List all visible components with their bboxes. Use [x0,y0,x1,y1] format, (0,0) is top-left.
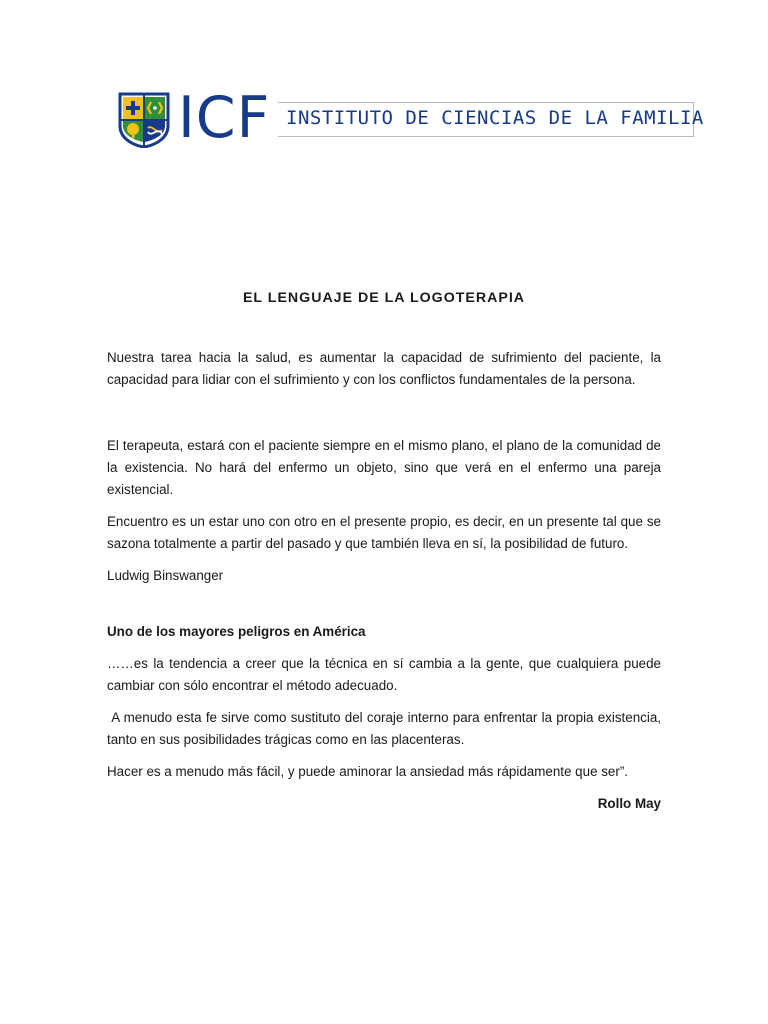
shield-logo-icon [118,92,170,148]
institute-name: INSTITUTO DE CIENCIAS DE LA FAMILIA [286,107,704,129]
section-heading: Uno de los mayores peligros en América [107,624,366,639]
header-rule-bottom [278,136,694,137]
document-body [107,287,665,815]
header-rule-top [278,102,694,103]
author-binswanger: Ludwig Binswanger [107,568,224,583]
quote-paragraph-2: A menudo esta fe sirve como sustituto del coraje interno para enfrentar la propia existencia, tanto en sus posibilidades trágicas como en las placenteras. [107,710,665,747]
document-title: EL LENGUAJE DE LA LOGOTERAPIA [242,290,526,306]
quote-paragraph-3: Hacer es a menudo más fácil, y puede aminorar la ansiedad más rápidamente que ser”. [107,764,629,779]
author-rollo-may: Rollo May [597,796,661,811]
quote-paragraph-1: ……es la tendencia a creer que la técnica en sí cambia a la gente, que cualquiera puede cambiar con sólo encontrar el método adecuado. [107,656,665,693]
paragraph-1: Nuestra tarea hacia la salud, es aumentar la capacidad de sufrimiento del paciente, la capacidad para lidiar con el sufrimiento y con los conflictos fundamentales de la persona. [107,350,661,387]
paragraph-3: Encuentro es un estar uno con otro en el presente propio, es decir, en un presente tal que se sazona totalmente a partir del pasado y que también lleva en sí, la posibilidad de futuro. [107,514,661,551]
paragraph-2: El terapeuta, estará con el paciente siempre en el mismo plano, el plano de la comunidad de la existencia. No hará del enfermo un objeto, sino que verá en el enfermo una pareja existencial. [107,438,661,497]
logo-letters: ICF [178,85,271,151]
institute-header [116,85,704,151]
